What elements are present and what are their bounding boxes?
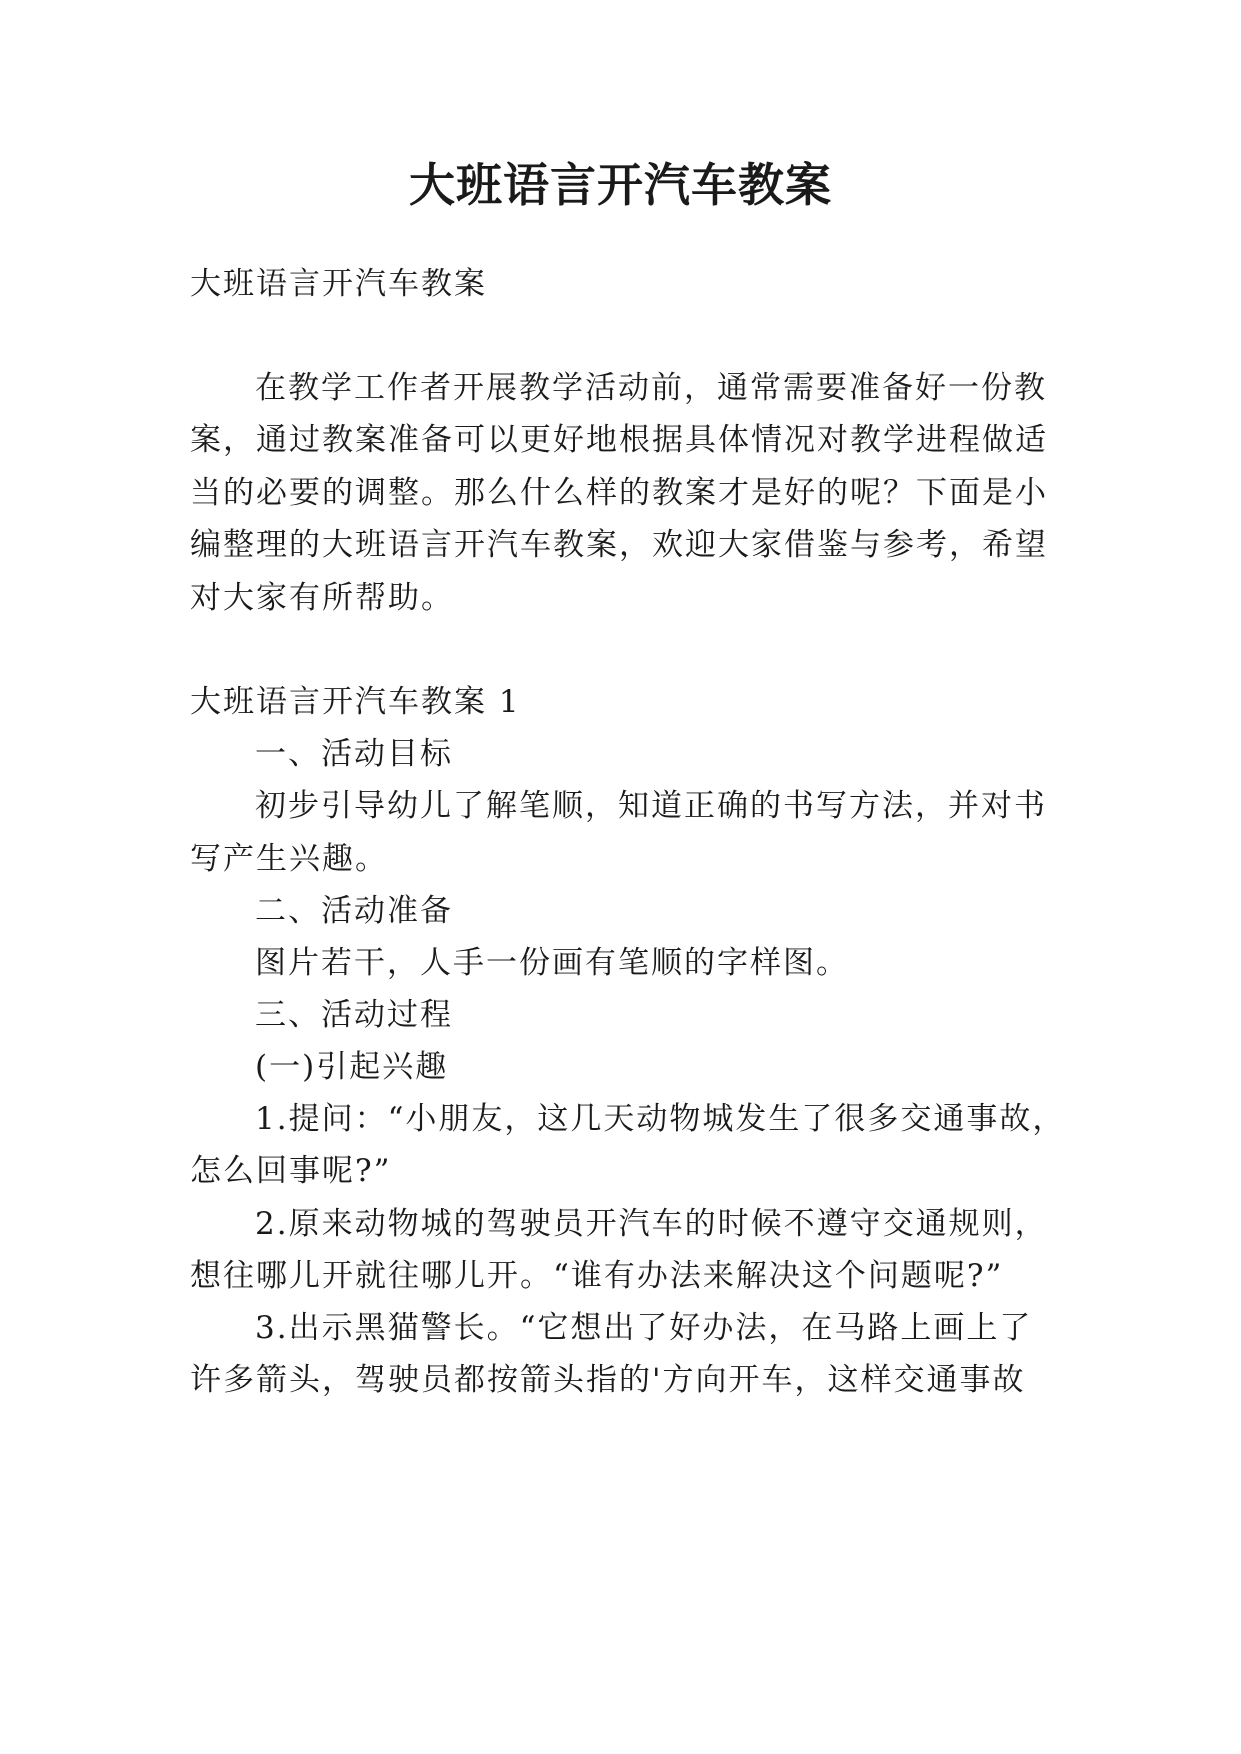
intro-paragraph-line: 编整理的大班语言开汽车教案，欢迎大家借鉴与参考，希望 [190,527,1048,563]
item-heading: 三、活动过程 [255,997,453,1033]
body-line: 2.原来动物城的驾驶员开汽车的时候不遵守交通规则， [255,1206,1048,1242]
body-line: 想往哪儿开就往哪儿开。“谁有办法来解决这个问题呢?” [190,1258,1004,1294]
body-line: 1.提问：“小朋友，这几天动物城发生了很多交通事故， [255,1101,1066,1137]
document-title: 大班语言开汽车教案 [409,158,832,212]
body-line: 怎么回事呢?” [190,1153,392,1189]
body-line: 许多箭头，驾驶员都按箭头指的'方向开车，这样交通事故 [190,1362,1026,1398]
sub-heading: (一)引起兴趣 [255,1049,449,1085]
body-line: 图片若干，人手一份画有笔顺的字样图。 [255,945,849,981]
intro-paragraph-line: 案，通过教案准备可以更好地根据具体情况对教学进程做适 [190,422,1048,458]
item-heading: 一、活动目标 [255,736,453,772]
section-heading: 大班语言开汽车教案 1 [190,684,521,720]
body-line: 写产生兴趣。 [190,841,388,877]
body-line: 初步引导幼儿了解笔顺，知道正确的书写方法，并对书 [255,788,1047,824]
subtitle-line: 大班语言开汽车教案 [190,266,487,302]
intro-paragraph-line: 当的必要的调整。那么什么样的教案才是好的呢？下面是小 [190,475,1048,511]
item-heading: 二、活动准备 [255,893,453,929]
body-line: 3.出示黑猫警长。“它想出了好办法，在马路上画上了 [255,1310,1033,1346]
intro-paragraph-line: 对大家有所帮助。 [190,580,454,616]
intro-paragraph-line: 在教学工作者开展教学活动前，通常需要准备好一份教 [255,370,1047,406]
